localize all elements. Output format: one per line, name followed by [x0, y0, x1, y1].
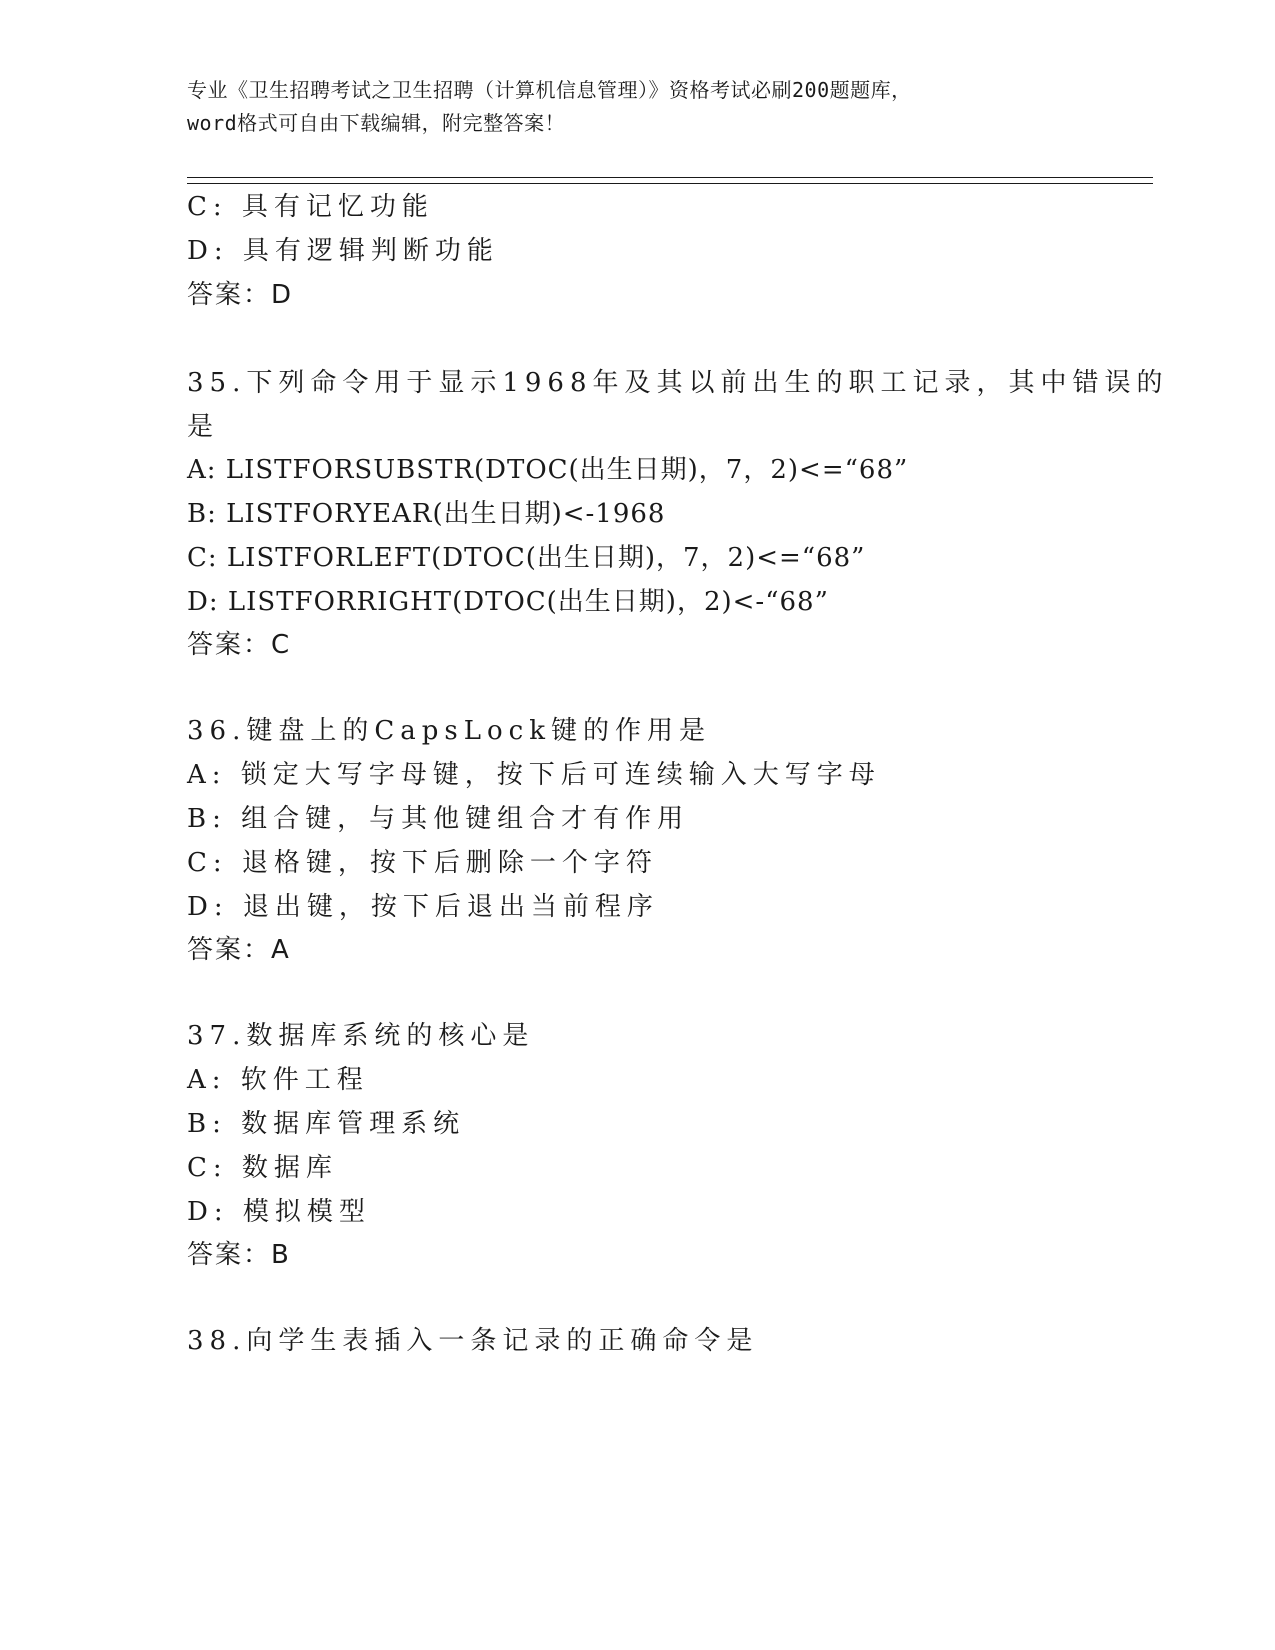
q35-option-c: C: LISTFORLEFT(DTOC(出生日期)，7，2)<=“68”	[187, 543, 866, 573]
q38-stem: 38.向学生表插入一条记录的正确命令是	[187, 1326, 759, 1356]
q36-option-d: D: 退出键，按下后退出当前程序	[187, 892, 659, 922]
q35-stem-line1: 35.下列命令用于显示1968年及其以前出生的职工记录，其中错误的	[187, 368, 1169, 398]
header-rule-top	[187, 177, 1153, 178]
prev-option-d: D: 具有逻辑判断功能	[187, 236, 499, 266]
document-header	[187, 74, 1087, 140]
q37-option-a: A: 软件工程	[187, 1065, 369, 1095]
header-title-line2: word格式可自由下载编辑，附完整答案！	[187, 111, 566, 135]
q35-stem-line2: 是	[187, 412, 220, 442]
prev-option-c: C: 具有记忆功能	[187, 192, 434, 222]
q35-option-a: A: LISTFORSUBSTR(DTOC(出生日期)，7，2)<=“68”	[187, 455, 909, 485]
q37-option-d: D: 模拟模型	[187, 1197, 371, 1227]
q37-option-c: C: 数据库	[187, 1153, 338, 1183]
q35-option-b: B: LISTFORYEAR(出生日期)<-1968	[187, 499, 666, 529]
q36-option-a: A: 锁定大写字母键，按下后可连续输入大写字母	[187, 760, 881, 790]
q36-option-c: C: 退格键，按下后删除一个字符	[187, 848, 658, 878]
q36-stem: 36.键盘上的CapsLock键的作用是	[187, 716, 711, 746]
q36-answer: 答案：A	[187, 935, 291, 965]
q37-stem: 37.数据库系统的核心是	[187, 1021, 535, 1051]
prev-answer: 答案：D	[187, 280, 294, 310]
header-title-line1: 专业《卫生招聘考试之卫生招聘（计算机信息管理）》资格考试必刷200题题库，	[187, 78, 912, 102]
q36-option-b: B: 组合键，与其他键组合才有作用	[187, 804, 690, 834]
q35-answer: 答案：C	[187, 630, 292, 660]
q35-option-d: D: LISTFORRIGHT(DTOC(出生日期)，2)<-“68”	[187, 587, 829, 617]
header-rule-bottom	[187, 183, 1153, 184]
q37-option-b: B: 数据库管理系统	[187, 1109, 466, 1139]
q37-answer: 答案：B	[187, 1240, 291, 1270]
